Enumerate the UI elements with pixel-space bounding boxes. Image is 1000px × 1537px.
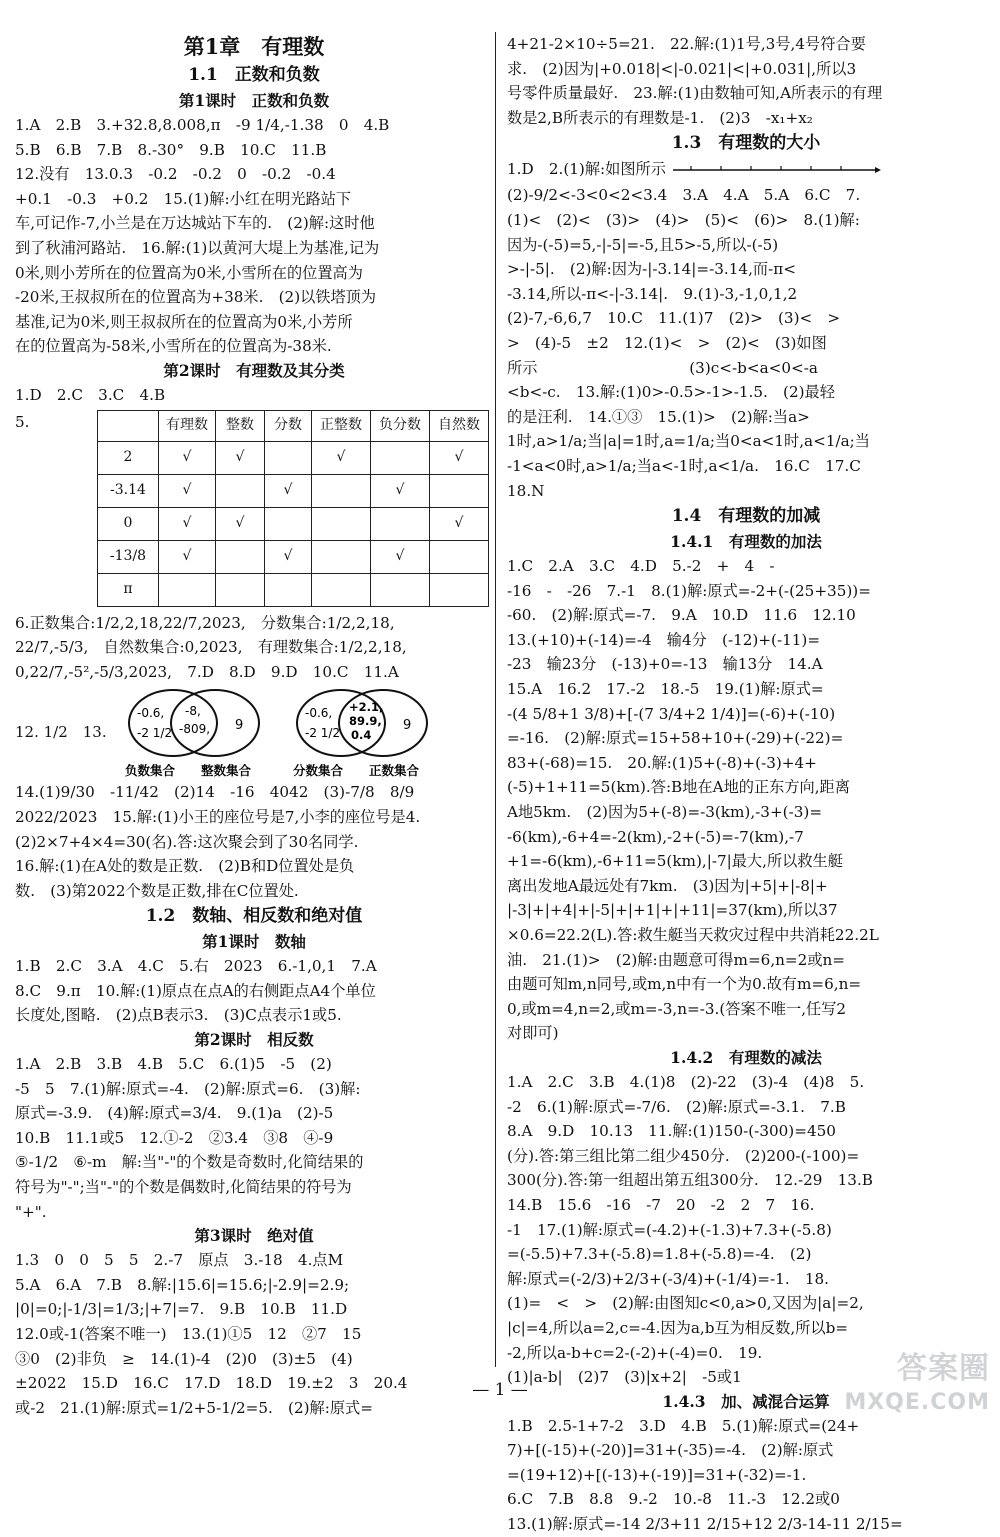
- answer-line: 83+(-68)=15. 20.解:(1)5+(-8)+(-3)+4+: [507, 753, 817, 772]
- answer-line: 1.D 2.C 3.C 4.B: [15, 385, 166, 404]
- answer-line: 1.B 2.C 3.A 4.C 5.右 2023 6.-1,0,1 7.A: [15, 957, 377, 976]
- answer-line: (2)2×7+4×4=30(名).答:这次聚会到了30名同学.: [15, 832, 359, 851]
- answer-line: 0米,则小芳所在的位置高为0米,小雪所在的位置高为: [15, 263, 363, 282]
- table-cell: √: [265, 540, 312, 573]
- answer-line: ±2022 15.D 16.C 17.D 18.D 19.±2 3 20.4: [15, 1374, 408, 1393]
- venn-text: 9: [402, 718, 411, 734]
- answer-line: <b<-c. 13.解:(1)0>-0.5>-1>-1.5. (2)最轻: [507, 383, 835, 402]
- table-cell: √: [159, 540, 216, 573]
- answer-line: +1=-6(km),-6+11=5(km),|-7|最大,所以救生艇: [507, 852, 843, 871]
- classification-table: [97, 410, 489, 607]
- venn-label: 负数集合: [124, 763, 175, 779]
- answer-line: 300(分).答:第一组超出第五组300分. 12.-29 13.B: [507, 1171, 873, 1190]
- right-column: [507, 32, 985, 1537]
- table-cell: [265, 573, 312, 606]
- section-1-2-title: 1.2 数轴、相反数和绝对值: [145, 906, 363, 927]
- table-header: 负分数: [371, 410, 430, 441]
- section-1-4-title: 1.4 有理数的加减: [671, 506, 821, 527]
- answer-line: 18.N: [507, 481, 545, 500]
- table-cell: 0: [98, 507, 159, 540]
- answer-line: [507, 157, 985, 183]
- table-row: [98, 474, 489, 507]
- answer-line: 数. (3)第2022个数是正数,排在C位置处.: [15, 881, 299, 900]
- answer-line: 由题可知m,n同号,或m,n中有一个为0.故有m=6,n=: [507, 975, 862, 994]
- answer-line: 对即可): [507, 1024, 559, 1043]
- venn-diagram-fraction-positive: [289, 685, 439, 779]
- answer-line: 12.0或-1(答案不唯一) 13.(1)①5 12 ②7 15: [15, 1325, 362, 1343]
- table-cell: [265, 441, 312, 474]
- venn-text: 9: [234, 718, 243, 734]
- answer-line: 7)+[(-15)+(-20)]=31+(-35)=-4. (2)解:原式: [507, 1441, 834, 1460]
- answer-line: "+".: [15, 1202, 47, 1221]
- answer-line: 原式=-3.9. (4)解:原式=3/4. 9.(1)a (2)-5: [15, 1104, 334, 1123]
- answer-line: =-16. (2)解:原式=15+58+10+(-29)+(-22)=: [507, 729, 844, 748]
- table-cell: 2: [98, 441, 159, 474]
- venn-text: -2 1/2: [304, 726, 340, 741]
- table-cell: [312, 474, 371, 507]
- chapter-title: 第1章 有理数: [183, 34, 325, 59]
- section-1-1-title: 1.1 正数和负数: [188, 65, 320, 85]
- answer-line: 12.没有 13.0.3 -0.2 -0.2 0 -0.2 -0.4: [15, 165, 336, 184]
- table-cell: [312, 507, 371, 540]
- answer-line: -23 输23分 (-13)+0=-13 输13分 14.A: [507, 655, 823, 674]
- table-cell: [265, 507, 312, 540]
- section-1-4-2-title: 1.4.2 有理数的减法: [670, 1047, 822, 1067]
- watermark-text: 答案圈: [897, 1351, 990, 1386]
- answer-line: |-3|+|+4|+|-5|+|+1|+|+11|=37(km),所以37: [507, 901, 838, 920]
- table-cell: √: [216, 441, 265, 474]
- answer-line: -60. (2)解:原式=-7. 9.A 10.D 11.6 12.10: [507, 606, 856, 625]
- table-cell: √: [371, 474, 430, 507]
- table-cell: [216, 573, 265, 606]
- answer-line: 8.C 9.π 10.解:(1)原点在点A的右侧距点A4个单位: [15, 981, 376, 1000]
- venn-row: [15, 684, 493, 780]
- venn-text: -8,: [184, 704, 201, 719]
- answer-line: 1.A 2.B 3.B 4.B 5.C 6.(1)5 -5 (2): [15, 1055, 332, 1074]
- answer-line: 16.解:(1)在A处的数是正数. (2)B和D位置处是负: [15, 857, 355, 876]
- answer-line: -(4 5/8+1 3/8)+[-(7 3/4+2 1/4)]=(-6)+(-10): [507, 704, 836, 723]
- table-header: 整数: [216, 410, 265, 441]
- lesson-opposite-title: 第2课时 相反数: [194, 1030, 314, 1050]
- answer-line: -2,所以a-b+c=2-(-2)+(-4)=0. 19.: [507, 1343, 763, 1362]
- table-cell: [159, 573, 216, 606]
- classification-block: [15, 410, 493, 607]
- table-row: [98, 540, 489, 573]
- table-cell: √: [159, 441, 216, 474]
- table-cell: π: [98, 573, 159, 606]
- answer-line: 14.(1)9/30 -11/42 (2)14 -16 4042 (3)-7/8 8/9: [15, 783, 415, 802]
- answer-line: 22/7,-5/3, 自然数集合:0,2023, 有理数集合:1/2,2,18,: [15, 638, 407, 657]
- left-column: [15, 32, 493, 1420]
- table-cell: [430, 573, 489, 606]
- number-line-figure: [671, 157, 881, 183]
- answer-line: 的是汪利. 14.①③ 15.(1)> (2)解:当a>: [507, 407, 810, 426]
- answer-text: 1.D 2.(1)解:如图所示: [507, 160, 666, 179]
- question-5-label: 5.: [15, 412, 30, 431]
- section-1-4-1-title: 1.4.1 有理数的加法: [670, 532, 822, 552]
- answer-line: 车,可记作-7,小兰是在万达城站下车的. (2)解:这时他: [15, 214, 375, 233]
- venn-text: -809,: [178, 722, 210, 737]
- lesson-number-line-title: 第1课时 数轴: [202, 932, 306, 952]
- table-row: [98, 441, 489, 474]
- answer-line: 数是2,B所表示的有理数是-1. (2)3 -x₁+x₂: [507, 108, 813, 127]
- answer-line: 1.C 2.A 3.C 4.D 5.-2 + 4 -: [507, 557, 775, 576]
- table-row: [98, 573, 489, 606]
- venn-text: -0.6,: [304, 706, 332, 721]
- lesson-absolute-title: 第3课时 绝对值: [194, 1226, 314, 1246]
- answer-line: 所示 (3)c<-b<a<0<-a: [507, 358, 818, 377]
- answer-line: 号零件质量最好. 23.解:(1)由数轴可知,A所表示的有理: [507, 84, 883, 103]
- answer-line: =(-5.5)+7.3+(-5.8)=1.8+(-5.8)=-4. (2): [507, 1245, 812, 1264]
- table-cell: √: [430, 507, 489, 540]
- table-cell: [216, 540, 265, 573]
- section-1-3-title: 1.3 有理数的大小: [671, 133, 821, 154]
- lesson2-title: 第2课时 有理数及其分类: [163, 360, 345, 380]
- answer-line: 13.(1)解:原式=-14 2/3+11 2/15+12 2/3-14-11 2/15=: [507, 1515, 903, 1534]
- answer-line: =(19+12)+[(-13)+(-19)]=31+(-32)=-1.: [507, 1465, 807, 1484]
- table-header: 自然数: [430, 410, 489, 441]
- answer-line: ③0 (2)非负 ≥ 14.(1)-4 (2)0 (3)±5 (4): [15, 1349, 353, 1368]
- answer-line: 或-2 21.(1)解:原式=1/2+5-1/2=5. (2)解:原式=: [15, 1398, 373, 1417]
- answer-line: ×0.6=22.2(L).答:救生艇当天救灾过程中共消耗22.2L: [507, 926, 879, 944]
- table-cell: [371, 441, 430, 474]
- answer-line: 在的位置高为-58米,小雪所在的位置高为-38米.: [15, 337, 332, 356]
- watermark-url: MXQE.COM: [844, 1390, 990, 1415]
- table-header: 有理数: [159, 410, 216, 441]
- table-cell: √: [430, 441, 489, 474]
- answer-line: 6.正数集合:1/2,2,18,22/7,2023, 分数集合:1/2,2,18,: [15, 613, 395, 632]
- answer-line: 到了秋浦河路站. 16.解:(1)以黄河大堤上为基准,记为: [15, 238, 380, 257]
- answer-line: 离出发地A最远处有7km. (3)因为|+5|+|-8|+: [507, 876, 828, 895]
- table-cell: √: [159, 507, 216, 540]
- answer-line: (分).答:第三组比第二组少450分. (2)200-(-100)=: [507, 1146, 860, 1165]
- venn-text: -2 1/2: [136, 726, 172, 741]
- answer-line: -5 5 7.(1)解:原式=-4. (2)解:原式=6. (3)解:: [15, 1079, 361, 1098]
- answer-line: 13.(+10)+(-14)=-4 输4分 (-12)+(-11)=: [507, 630, 821, 649]
- answer-line: 6.C 7.B 8.8 9.-2 10.-8 11.-3 12.2或0: [507, 1490, 840, 1509]
- answer-line: 1.3 0 0 5 5 2.-7 原点 3.-18 4.点M: [15, 1251, 344, 1270]
- answer-line: 8.A 9.D 10.13 11.解:(1)150-(-300)=450: [507, 1122, 836, 1141]
- table-header: 正整数: [312, 410, 371, 441]
- answer-line: 4+21-2×10÷5=21. 22.解:(1)1号,3号,4号符合要: [507, 35, 866, 53]
- answer-line: (1)= < > (2)解:由图知c<0,a>0,又因为|a|=2,: [507, 1294, 864, 1313]
- answer-line: 10.B 11.1或5 12.①-2 ②3.4 ③8 ④-9: [15, 1128, 334, 1147]
- answer-line: 0,或m=4,n=2,或m=-3,n=-3.(答案不唯一,任写2: [507, 999, 847, 1018]
- answer-line: -6(km),-6+4=-2(km),-2+(-5)=-7(km),-7: [507, 827, 804, 846]
- venn-text: 89.9,: [348, 714, 382, 729]
- answer-line: -3.14,所以-π<-|-3.14|. 9.(1)-3,-1,0,1,2: [507, 284, 798, 303]
- watermark-logo: [844, 1352, 990, 1420]
- table-cell: -3.14: [98, 474, 159, 507]
- answer-line: 0,22/7,-5²,-5/3,2023, 7.D 8.D 9.D 10.C 11.A: [15, 662, 399, 681]
- table-cell: √: [371, 540, 430, 573]
- answer-line: 2022/2023 15.解:(1)小王的座位号是7,小李的座位号是4.: [15, 807, 421, 826]
- table-cell: √: [216, 507, 265, 540]
- answer-line: |0|=0;|-1/3|=1/3;|+7|=7. 9.B 10.B 11.D: [15, 1300, 348, 1319]
- answer-line: 5.A 6.A 7.B 8.解:|15.6|=15.6;|-2.9|=2.9;: [15, 1275, 350, 1294]
- venn-label: 分数集合: [292, 763, 343, 779]
- answer-line: 15.A 16.2 17.-2 18.-5 19.(1)解:原式=: [507, 680, 824, 699]
- table-cell: √: [159, 474, 216, 507]
- answer-line: 求. (2)因为|+0.018|<|-0.021|<|+0.031|,所以3: [507, 59, 857, 78]
- answer-line: (-5)+1+11=5(km).答:B地在A地的正东方向,距离: [507, 778, 850, 797]
- answer-line: -16 - -26 7.-1 8.(1)解:原式=-2+(-(25+35))=: [507, 581, 871, 600]
- answer-line: 1时,a>1/a;当|a|=1时,a=1/a;当0<a<1时,a<1/a;当: [507, 432, 870, 451]
- answer-line: 14.B 15.6 -16 -7 20 -2 2 7 16.: [507, 1195, 815, 1214]
- table-cell: √: [265, 474, 312, 507]
- answer-line: (1)|a-b| (2)7 (3)|x+2| -5或1: [507, 1368, 742, 1387]
- table-cell: [430, 540, 489, 573]
- answer-line: +0.1 -0.3 +0.2 15.(1)解:小红在明光路站下: [15, 189, 352, 208]
- answer-line: -2 6.(1)解:原式=-7/6. (2)解:原式=-3.1. 7.B: [507, 1097, 846, 1116]
- question-12-13-label: 12. 1/2 13.: [15, 723, 107, 742]
- answer-line: 1.A 2.B 3.+32.8,8.008,π -9 1/4,-1.38 0 4.B: [15, 116, 390, 134]
- table-row: [98, 507, 489, 540]
- answer-line: 1.B 2.5-1+7-2 3.D 4.B 5.(1)解:原式=(24+: [507, 1416, 860, 1435]
- answer-line: A地5km. (2)因为5+(-8)=-3(km),-3+(-3)=: [507, 803, 823, 822]
- answer-line: >-|-5|. (2)解:因为-|-3.14|=-3.14,而-π<: [507, 260, 796, 279]
- lesson1-answers: [15, 113, 493, 359]
- answer-line: -1<a<0时,a>1/a;当a<-1时,a<1/a. 16.C 17.C: [507, 456, 861, 475]
- page-number: — 1 —: [472, 1380, 528, 1400]
- table-cell: [371, 507, 430, 540]
- section-1-4-3-title: 1.4.3 加、减混合运算: [662, 1391, 830, 1411]
- answer-line: (2)-9/2<-3<0<2<3.4 3.A 4.A 5.A 6.C 7.: [507, 186, 861, 205]
- answer-line: 油. 21.(1)> (2)解:由题意可得m=6,n=2或n=: [507, 950, 846, 969]
- venn-label: 整数集合: [200, 763, 251, 779]
- answer-line: 解:原式=(-2/3)+2/3+(-3/4)+(-1/4)=-1. 18.: [507, 1269, 829, 1288]
- table-header-row: [98, 410, 489, 441]
- table-cell: [216, 474, 265, 507]
- venn-text: 0.4: [350, 728, 371, 743]
- answer-line: 长度处,图略. (2)点B表示3. (3)C点表示1或5.: [15, 1006, 342, 1025]
- column-divider: [495, 32, 496, 1367]
- table-cell: [430, 474, 489, 507]
- answer-line: |c|=4,所以a=2,c=-4.因为a,b互为相反数,所以b=: [507, 1318, 849, 1337]
- table-header: [98, 410, 159, 441]
- table-cell: √: [312, 441, 371, 474]
- table-cell: [312, 573, 371, 606]
- answer-line: 基准,记为0米,则王叔叔所在的位置高为0米,小芳所: [15, 312, 353, 331]
- answer-line: 5.B 6.B 7.B 8.-30° 9.B 10.C 11.B: [15, 140, 327, 159]
- table-cell: [371, 573, 430, 606]
- answer-line: (1)< (2)< (3)> (4)> (5)< (6)> 8.(1)解:: [507, 210, 860, 229]
- answer-line: ⑤-1/2 ⑥-m 解:当"-"的个数是奇数时,化简结果的: [15, 1153, 364, 1172]
- venn-text: +2.1,: [348, 700, 384, 715]
- answer-line: -1 17.(1)解:原式=(-4.2)+(-1.3)+7.3+(-5.8): [507, 1220, 832, 1239]
- answer-line: -20米,王叔叔所在的位置高为+38米. (2)以铁塔顶为: [15, 288, 377, 307]
- venn-diagram-negative-integer: [121, 685, 271, 779]
- answer-line: 符号为"-";当"-"的个数是偶数时,化简结果的符号为: [15, 1178, 352, 1197]
- answer-line: (2)-7,-6,6,7 10.C 11.(1)7 (2)> (3)< >: [507, 309, 841, 328]
- answer-line: 1.A 2.C 3.B 4.(1)8 (2)-22 (3)-4 (4)8 5.: [507, 1072, 865, 1091]
- answer-line: 因为-(-5)=5,-|-5|=-5,且5>-5,所以-(-5): [507, 235, 779, 254]
- answer-line: > (4)-5 ±2 12.(1)< > (2)< (3)如图: [507, 333, 827, 352]
- table-header: 分数: [265, 410, 312, 441]
- table-cell: -13/8: [98, 540, 159, 573]
- venn-label: 正数集合: [368, 763, 419, 779]
- lesson1-title: 第1课时 正数和负数: [178, 91, 330, 110]
- table-cell: [312, 540, 371, 573]
- venn-text: -0.6,: [136, 706, 164, 721]
